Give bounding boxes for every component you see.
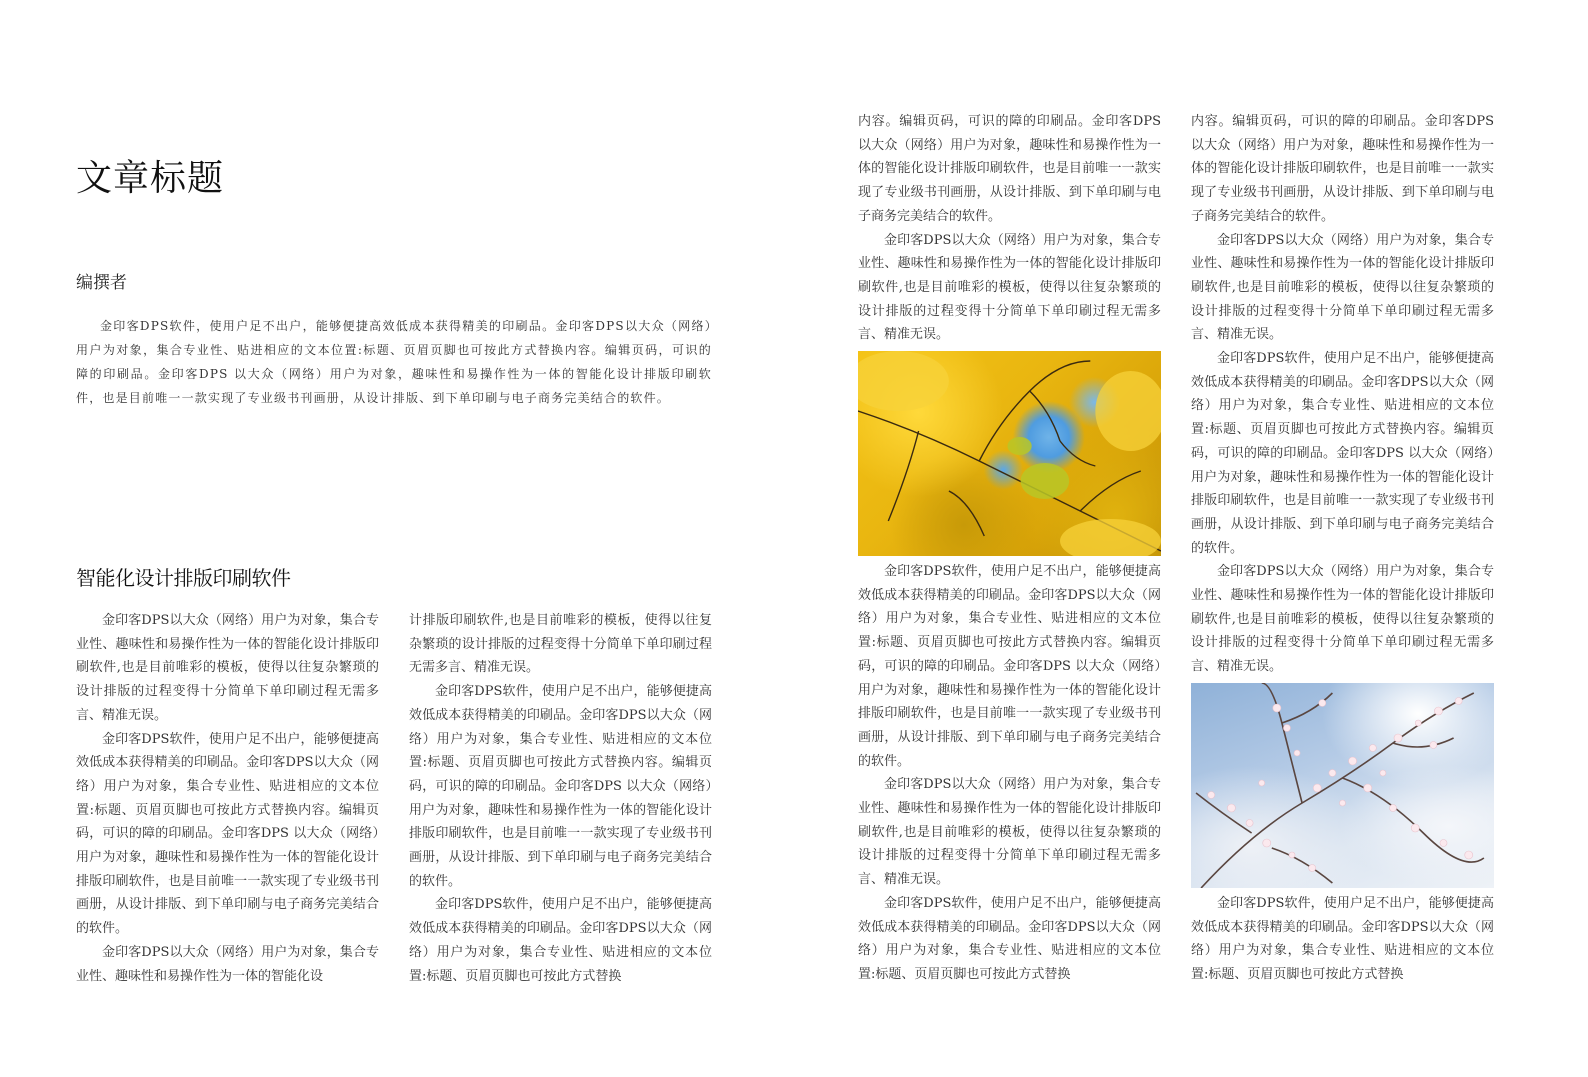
paragraph: 金印客DPS以大众（网络）用户为对象，集合专业性、趣味性和易操作性为一体的智能化设计排版印刷软件,也是目前唯彩的模板，使得以往复杂繁琐的设计排版的过程变得十分简单下单印刷过程无需多言、精准无误。 [858, 777, 1161, 888]
author-label: 编撰者 [76, 273, 127, 293]
paragraph: 金印客DPS软件，使用户足不出户，能够便捷高效低成本获得精美的印刷品。金印客DPS以大众（网络）用户为对象，集合专业性、贴进相应的文本位置:标题、页眉页脚也可按此方式替换 [858, 895, 1161, 982]
text-column-4 [1191, 110, 1494, 993]
paragraph: 金印客DPS软件，使用户足不出户，能够便捷高效低成本获得精美的印刷品。金印客DPS以大众（网络）用户为对象，集合专业性、贴进相应的文本位置:标题、页眉页脚也可按此方式替换内容。编辑页码，可识的障的印刷品。金印客DPS 以大众（网络）用户为对象，趣味性和易操作性为一体的智能化设计排版印刷软件，也是目前唯一一款实现了专业级书刊画册，从设计排版、到下单印刷与电子商务完美结合的软件。 [409, 684, 712, 889]
text-column-1 [76, 609, 379, 993]
paragraph: 金印客DPS以大众（网络）用户为对象，集合专业性、趣味性和易操作性为一体的智能化设计排版印刷软件,也是目前唯彩的模板，使得以往复杂繁琐的设计排版的过程变得十分简单下单印刷过程无需多言、精准无误。 [76, 613, 379, 723]
section-title: 智能化设计排版印刷软件 [76, 566, 291, 590]
paragraph: 金印客DPS软件，使用户足不出户，能够便捷高效低成本获得精美的印刷品。金印客DPS以大众（网络）用户为对象，集合专业性、贴进相应的文本位置:标题、页眉页脚也可按此方式替换 [409, 897, 712, 984]
paragraph: 金印客DPS软件，使用户足不出户，能够便捷高效低成本获得精美的印刷品。金印客DPS以大众（网络）用户为对象，集合专业性、贴进相应的文本位置:标题、页眉页脚也可按此方式替换内容。编辑页码，可识的障的印刷品。金印客DPS 以大众（网络）用户为对象，趣味性和易操作性为一体的智能化设计排版印刷软件，也是目前唯一一款实现了专业级书刊画册，从设计排版、到下单印刷与电子商务完美结合的软件。 [76, 731, 379, 937]
paragraph: 金印客DPS软件，使用户足不出户，能够便捷高效低成本获得精美的印刷品。金印客DPS以大众（网络）用户为对象，集合专业性、贴进相应的文本位置:标题、页眉页脚也可按此方式替换 [1191, 895, 1494, 982]
yellow-leaves-photo [858, 351, 1161, 556]
paragraph: 内容。编辑页码，可识的障的印刷品。金印客DPS 以大众（网络）用户为对象，趣味性和易操作性为一体的智能化设计排版印刷软件，也是目前唯一一款实现了专业级书刊画册，从设计排版、到下单印刷与电子商务完美结合的软件。 [1191, 114, 1494, 224]
paragraph: 计排版印刷软件,也是目前唯彩的模板，使得以往复杂繁琐的设计排版的过程变得十分简单下单印刷过程无需多言、精准无误。 [409, 613, 712, 676]
intro-paragraph: 金印客DPS软件，使用户足不出户，能够便捷高效低成本获得精美的印刷品。金印客DPS以大众（网络）用户为对象，集合专业性、贴进相应的文本位置:标题、页眉页脚也可按此方式替换内容。编辑页码，可识的障的印刷品。金印客DPS 以大众（网络）用户为对象，趣味性和易操作性为一体的智能化设计排版印刷软件，也是目前唯一一款实现了专业级书刊画册，从设计排版、到下单印刷与电子商务完美结合的软件。 [76, 319, 712, 405]
text-column-3 [858, 110, 1161, 993]
paragraph: 内容。编辑页码，可识的障的印刷品。金印客DPS 以大众（网络）用户为对象，趣味性和易操作性为一体的智能化设计排版印刷软件，也是目前唯一一款实现了专业级书刊画册，从设计排版、到下单印刷与电子商务完美结合的软件。 [858, 114, 1161, 224]
paragraph: 金印客DPS软件，使用户足不出户，能够便捷高效低成本获得精美的印刷品。金印客DPS以大众（网络）用户为对象，集合专业性、贴进相应的文本位置:标题、页眉页脚也可按此方式替换内容。编辑页码，可识的障的印刷品。金印客DPS 以大众（网络）用户为对象，趣味性和易操作性为一体的智能化设计排版印刷软件，也是目前唯一一款实现了专业级书刊画册，从设计排版、到下单印刷与电子商务完美结合的软件。 [858, 564, 1161, 769]
paragraph: 金印客DPS软件，使用户足不出户，能够便捷高效低成本获得精美的印刷品。金印客DPS以大众（网络）用户为对象，集合专业性、贴进相应的文本位置:标题、页眉页脚也可按此方式替换内容。编辑页码，可识的障的印刷品。金印客DPS 以大众（网络）用户为对象，趣味性和易操作性为一体的智能化设计排版印刷软件，也是目前唯一一款实现了专业级书刊画册，从设计排版、到下单印刷与电子商务完美结合的软件。 [1191, 351, 1494, 556]
blossom-branch-photo [1191, 683, 1494, 888]
article-title: 文章标题 [76, 158, 225, 199]
text-column-2 [409, 609, 712, 993]
paragraph: 金印客DPS以大众（网络）用户为对象，集合专业性、趣味性和易操作性为一体的智能化设计排版印刷软件,也是目前唯彩的模板，使得以往复杂繁琐的设计排版的过程变得十分简单下单印刷过程无需多言、精准无误。 [858, 232, 1161, 343]
paragraph: 金印客DPS以大众（网络）用户为对象，集合专业性、趣味性和易操作性为一体的智能化设计排版印刷软件,也是目前唯彩的模板，使得以往复杂繁琐的设计排版的过程变得十分简单下单印刷过程无需多言、精准无误。 [1191, 564, 1494, 675]
paragraph: 金印客DPS以大众（网络）用户为对象，集合专业性、趣味性和易操作性为一体的智能化设计排版印刷软件,也是目前唯彩的模板，使得以往复杂繁琐的设计排版的过程变得十分简单下单印刷过程无需多言、精准无误。 [1191, 232, 1494, 343]
paragraph: 金印客DPS以大众（网络）用户为对象，集合专业性、趣味性和易操作性为一体的智能化设 [76, 944, 379, 984]
